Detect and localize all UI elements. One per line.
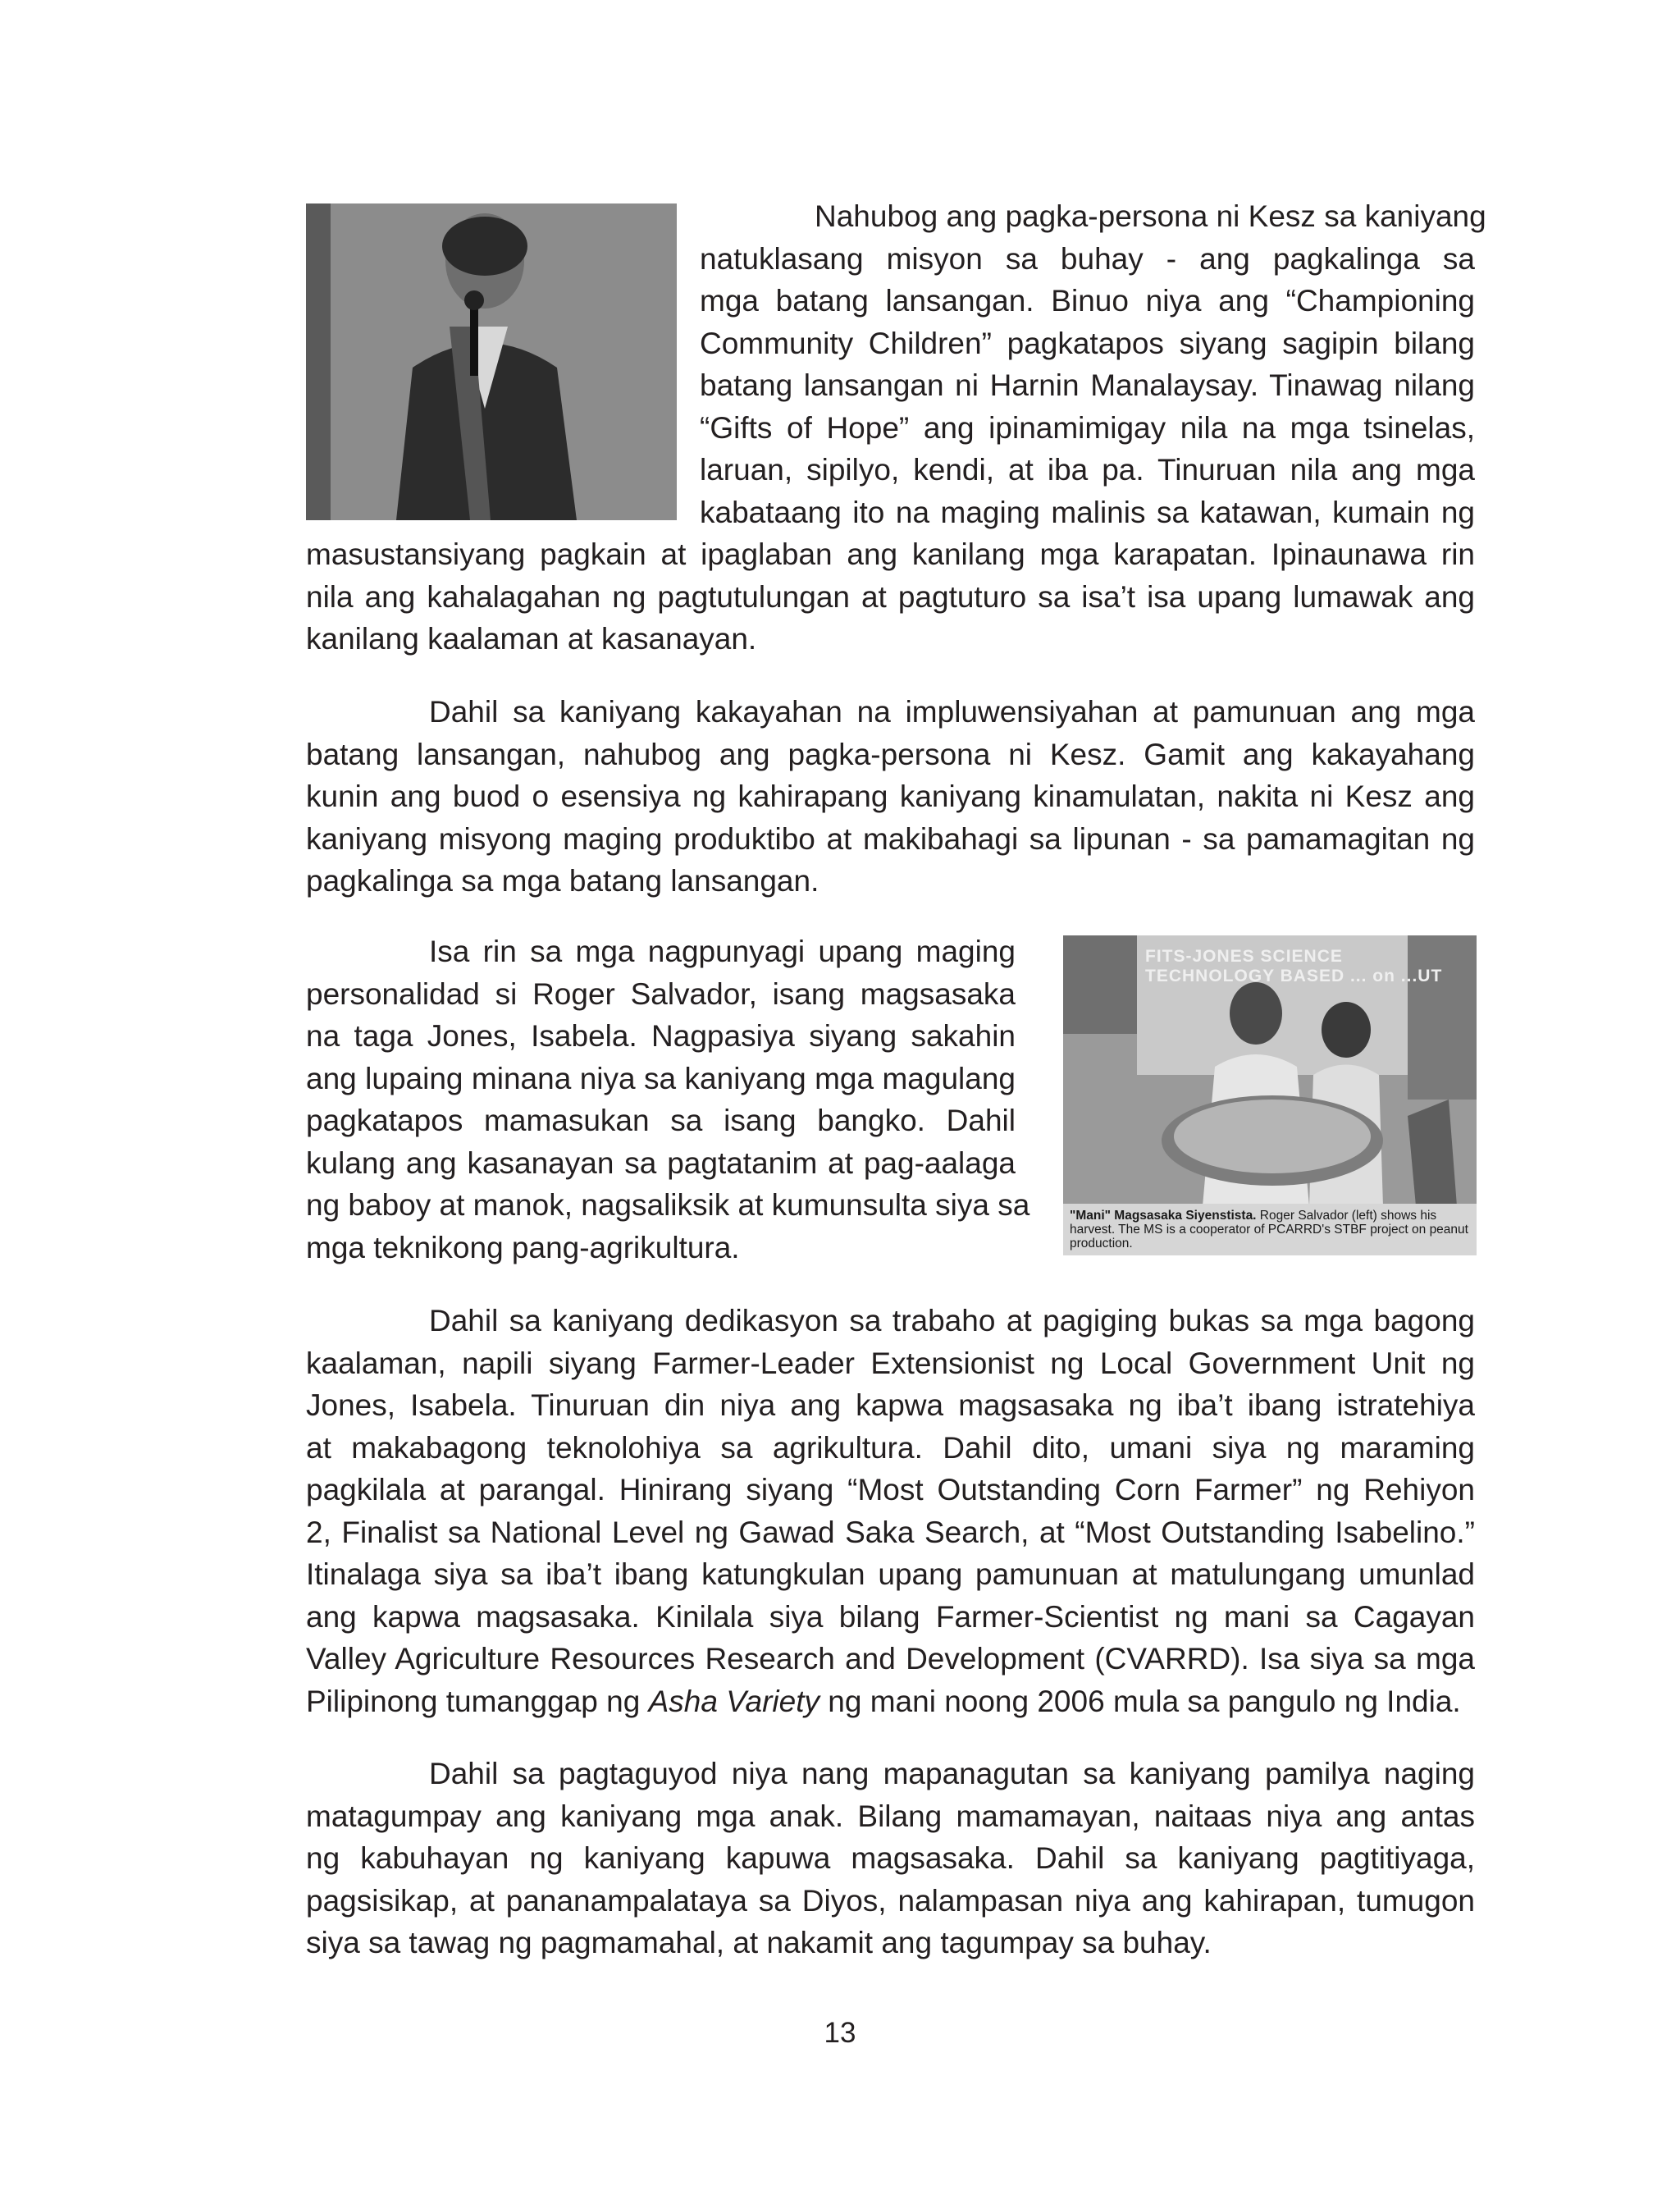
- text-segment: ng mani noong 2006 mula sa pangulo ng India.: [819, 1684, 1461, 1718]
- text-line: mga teknikong pang-agrikultura.: [306, 1230, 740, 1264]
- paragraph-kesz-persona: [306, 691, 1475, 903]
- text-line: pagsisikap, at pananampalataya sa Diyos, nalampasan niya ang kahirapan, tumugon: [306, 1883, 1475, 1918]
- text-line: ng kabuhayan ng kaniyang kapuwa magsasaka. Dahil sa kaniyang pagtitiyaga,: [306, 1841, 1475, 1875]
- text-line: kaalaman, napili siyang Farmer-Leader Extensionist ng Local Government Unit ng: [306, 1346, 1475, 1380]
- text-line: kabataang ito na maging malinis sa katawan, kumain ng: [700, 495, 1475, 529]
- text-line: kunin ang buod o esensiya ng kahirapang kaniyang kinamulatan, nakita ni Kesz ang: [306, 780, 1475, 813]
- text-line: nila ang kahalagahan ng pagtutulungan at pagtuturo sa isa’t isa upang lumawak ang: [306, 579, 1475, 614]
- paragraph-roger-family: [306, 1753, 1475, 1964]
- roger-photo-caption: [1063, 1204, 1477, 1255]
- roger-caption-text: Roger Salvador (left) shows his harvest. The MS is a cooperator of PCARRD's STBF project on peanut production.: [1070, 1209, 1468, 1250]
- text-line: Isa rin sa mga nagpunyagi upang maging: [429, 935, 1016, 968]
- text-line: matagumpay ang kaniyang mga anak. Bilang mamamayan, naitaas niya ang antas: [306, 1799, 1475, 1833]
- text-line: siya sa tawag ng pagmamahal, at nakamit ang tagumpay sa buhay.: [306, 1926, 1212, 1959]
- text-line: kulang ang kasanayan sa pagtatanim at pag-aalaga: [306, 1145, 1016, 1180]
- text-line-last: [306, 1680, 1475, 1723]
- text-line: Dahil sa kaniyang dedikasyon sa trabaho at pagiging bukas sa mga bagong: [429, 1304, 1475, 1337]
- text-line: pagkalinga sa mga batang lansangan.: [306, 864, 819, 898]
- roger-caption-title: "Mani" Magsasaka Siyenstista.: [1070, 1209, 1257, 1223]
- text-line: mga batang lansangan. Binuo niya ang “Championing: [700, 284, 1475, 318]
- text-line: ang kapwa magsasaka. Kinilala siya bilang Farmer-Scientist ng mani sa Cagayan: [306, 1599, 1475, 1634]
- text-line: ang lupaing minana niya sa kaniyang mga magulang: [306, 1061, 1016, 1095]
- text-line: batang lansangan, nahubog ang pagka-persona ni Kesz. Gamit ang kakayahang: [306, 737, 1475, 771]
- paragraph-kesz-intro: [306, 195, 1486, 661]
- text-line: kaniyang misyong maging produktibo at makibahagi sa lipunan - sa pamamagitan ng: [306, 821, 1475, 856]
- roger-photo: [1063, 935, 1477, 1255]
- text-line: Community Children” pagkatapos siyang sagipin bilang: [700, 326, 1475, 360]
- text-line: “Gifts of Hope” ang ipinamimigay nila na mga tsinelas,: [700, 410, 1475, 445]
- text-line: natuklasang misyon sa buhay - ang pagkalinga sa: [700, 241, 1475, 276]
- text-line: personalidad si Roger Salvador, isang magsasaka: [306, 976, 1016, 1011]
- text-line: na taga Jones, Isabela. Nagpasiya siyang sakahin: [306, 1019, 1016, 1053]
- text-line: Nahubog ang pagka-persona ni Kesz sa kaniyang: [815, 199, 1486, 233]
- page-number: 13: [824, 2017, 856, 2049]
- text-line: Itinalaga siya sa iba’t ibang katungkulan upang pamunuan at matulungang umunlad: [306, 1557, 1475, 1591]
- text-line: Dahil sa pagtaguyod niya nang mapanagutan sa kaniyang pamilya naging: [429, 1757, 1475, 1790]
- text-line: masustansiyang pagkain at ipaglaban ang kanilang mga karapatan. Ipinaunawa rin: [306, 537, 1475, 571]
- text-segment-italic: Asha Variety: [648, 1684, 819, 1718]
- roger-poster-text: FITS-JONES SCIENCE TECHNOLOGY BASED ... on ...UT: [1145, 947, 1443, 985]
- text-line: kanilang kaalaman at kasanayan.: [306, 622, 757, 656]
- paragraph-roger-achievements: [306, 1300, 1475, 1722]
- text-line: pagkatapos mamasukan sa isang bangko. Dahil: [306, 1104, 1016, 1137]
- text-line: ng baboy at manok, nagsaliksik at kumunsulta siya sa: [306, 1188, 1030, 1222]
- text-line: 2, Finalist sa National Level ng Gawad Saka Search, at “Most Outstanding Isabelino.”: [306, 1515, 1475, 1549]
- text-line: laruan, sipilyo, kendi, at iba pa. Tinuruan nila ang mga: [700, 453, 1475, 487]
- text-line: batang lansangan ni Harnin Manalaysay. Tinawag nilang: [700, 368, 1475, 402]
- text-line: Jones, Isabela. Tinuruan din niya ang kapwa magsasaka ng iba’t ibang istratehiya: [306, 1388, 1475, 1422]
- text-line: Valley Agriculture Resources Research and Development (CVARRD). Isa siya sa mga: [306, 1642, 1475, 1676]
- text-line: Dahil sa kaniyang kakayahan na impluwensiyahan at pamunuan ang mga: [429, 695, 1475, 729]
- text-line: at makabagong teknolohiya sa agrikultura. Dahil dito, umani siya ng maraming: [306, 1430, 1475, 1465]
- text-line: pagkilala at parangal. Hinirang siyang “Most Outstanding Corn Farmer” ng Rehiyon: [306, 1473, 1475, 1506]
- text-segment: Pilipinong tumanggap ng: [306, 1684, 649, 1718]
